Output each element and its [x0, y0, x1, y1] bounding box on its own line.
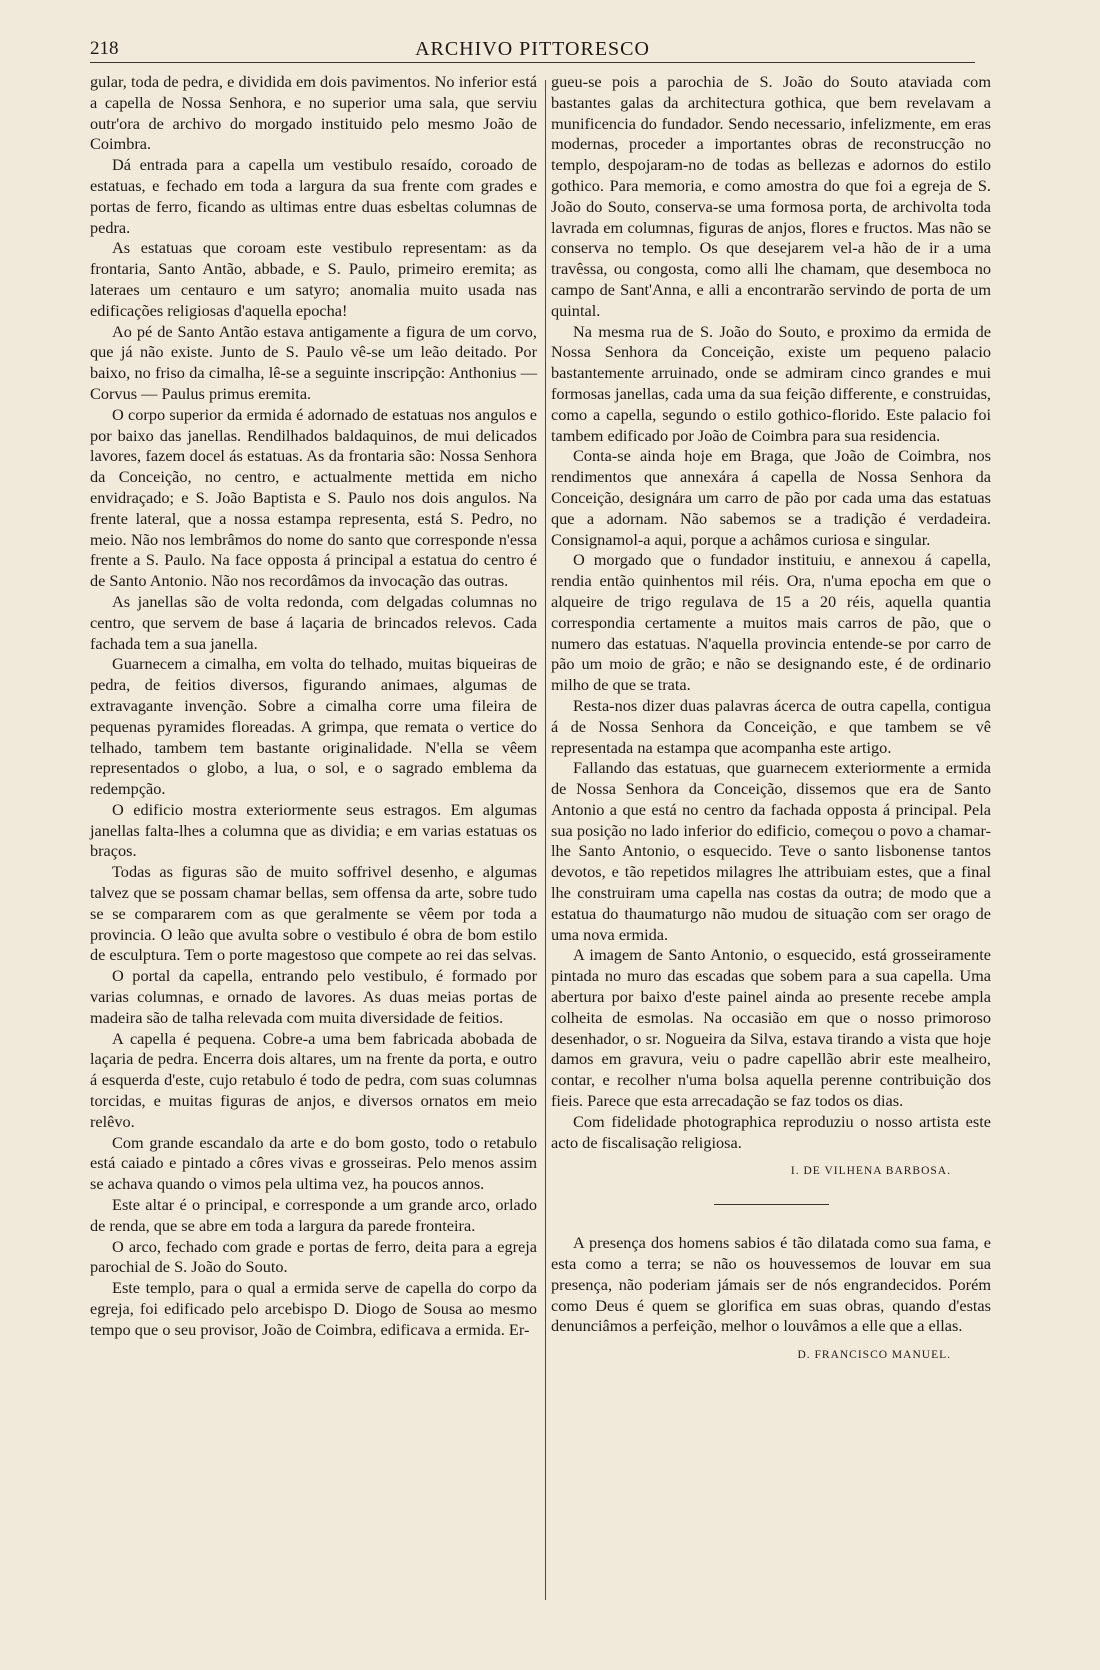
paragraph: Este templo, para o qual a ermida serve de capella do corpo da egreja, foi edificado pelo arcebispo D. Diogo de Sousa ao mesmo tempo que o seu provisor, João de Coimbra, edificava a ermida. Er-	[90, 1278, 537, 1339]
paragraph: gueu-se pois a parochia de S. João do Souto ataviada com bastantes galas da architectura gothica, que bem revelavam a munificencia do fundador. Sendo necessario, infelizmente, em eras modernas, proceder a importantes obras de reconstrucção no templo, despojaram-no de todas as bellezas e adornos do estilo gothico. Para memoria, e como amostra do que foi a egreja de S. João do Souto, conserva-se uma formosa porta, de archivolta toda lavrada em columnas, figuras de anjos, flores e fructos. Mas não se conserva no templo. Os que desejarem vel-a hão de ir a uma travêssa, ou congosta, como alli lhe chamam, que desemboca no campo de Sant'Anna, e alli a encontrarão servindo de porta de um quintal.	[551, 72, 991, 320]
quote-block	[551, 1233, 991, 1366]
paragraph: Com grande escandalo da arte e do bom gosto, todo o retabulo está caiado e pintado a côres vivas e grosseiras. Pelo menos assim se achava quando o vimos pela ultima vez, ha poucos annos.	[90, 1132, 537, 1194]
paragraph: O corpo superior da ermida é adornado de estatuas nos angulos e por baixo das janellas. Rendilhados baldaquinos, de mui delicados lavores, fazem docel ás estatuas. As da frontaria são: Nossa Senhora da Conceição, no centro, e actualmente mettida em nicho envidraçado; e S. João Baptista e S. Paulo nos dois angulos. Na frente lateral, que a nossa estampa representa, está S. Pedro, no meio. Não nos lembrâmos do nome do santo que corresponde n'essa frente a S. Paulo. Na face opposta á principal a estatua do centro é de Santo Antonio. Não nos recordâmos da invocação das outras.	[90, 404, 537, 591]
header-rule	[90, 62, 975, 63]
paragraph: As estatuas que coroam este vestibulo representam: as da frontaria, Santo Antão, abbade, e S. Paulo, primeiro eremita; as lateraes um centauro e um satyro; anomalia muito usada nas edificações religiosas d'aquella epocha!	[90, 238, 537, 320]
paragraph: Fallando das estatuas, que guarnecem exteriormente a ermida de Nossa Senhora da Conceição, dissemos que era de Santo Antonio a que está no centro da fachada opposta á principal. Pela sua posição no lado inferior do edificio, começou o povo a chamar-lhe Santo Antonio, o esquecido. Teve o santo lisbonense tantos devotos, e tão repetidos milagres lhe attribuiam estes, que a final lhe construiram uma capella nas costas da outra; de modo que a estatua do thaumaturgo não mudou de situação com ser orago de uma nova ermida.	[551, 758, 991, 944]
paragraph: O morgado que o fundador instituiu, e annexou á capella, rendia então quinhentos mil réis. Ora, n'uma epocha em que o alqueire de trigo regulava de 15 a 20 réis, aquella quantia correspondia certamente a muitos mais carros de pão, que o numero das estatuas. N'aquella provincia entende-se por carro de pão um moio de grão; e não se designando este, é de ordinario milho de que se trata.	[551, 550, 991, 695]
page-number: 218	[90, 38, 119, 59]
paragraph: Ao pé de Santo Antão estava antigamente a figura de um corvo, que já não existe. Junto de S. Paulo vê-se um leão deitado. Por baixo, no friso da cimalha, lê-se a seguinte inscripção: Anthonius — Corvus — Paulus primus eremita.	[90, 321, 537, 403]
paragraph: O edificio mostra exteriormente seus estragos. Em algumas janellas falta-lhes a columna que as dividia; e em varias estatuas os braços.	[90, 799, 537, 861]
paragraph: O arco, fechado com grade e portas de ferro, deita para a egreja parochial de S. João do Souto.	[90, 1236, 537, 1277]
paragraph: Resta-nos dizer duas palavras ácerca de outra capella, contigua á de Nossa Senhora da Conceição, e que tambem se vê representada na estampa que acompanha este artigo.	[551, 695, 991, 757]
paragraph: Na mesma rua de S. João do Souto, e proximo da ermida de Nossa Senhora da Conceição, existe um pequeno palacio bastantemente arruinado, onde se admiram cinco grandes e mui formosas janellas, cada uma da sua feição differente, e construidas, como a capella, segundo o estilo gothico-florido. Este palacio foi tambem edificado por João de Coimbra para sua residencia.	[551, 321, 991, 445]
running-title: ARCHIVO PITTORESCO	[415, 38, 650, 60]
paragraph: Com fidelidade photographica reproduziu o nosso artista este acto de fiscalisação religiosa.	[551, 1111, 991, 1152]
paragraph: gular, toda de pedra, e dividida em dois pavimentos. No inferior está a capella de Nossa Senhora, e no superior uma sala, que serviu outr'ora de archivo do morgado instituido pelo mesmo João de Coimbra.	[90, 72, 537, 154]
paragraph: Todas as figuras são de muito soffrivel desenho, e algumas talvez que se possam chamar bellas, sem offensa da arte, sobre tudo se se compararem com as que geralmente se vêem por toda a provincia. O leão que avulta sobre o vestibulo é obra de bom estilo de esculptura. Tem o porte magestoso que compete ao rei das selvas.	[90, 862, 537, 965]
paragraph: Dá entrada para a capella um vestibulo resaído, coroado de estatuas, e fechado em toda a largura da sua frente com grades e portas de ferro, ficando as ultimas entre duas esbeltas columnas de pedra.	[90, 155, 537, 237]
column-divider	[545, 80, 546, 1600]
paragraph: Este altar é o principal, e corresponde a um grande arco, orlado de renda, que se abre em toda a largura da parede fronteira.	[90, 1195, 537, 1235]
paragraph: O portal da capella, entrando pelo vestibulo, é formado por varias columnas, e ornado de lavores. As duas meias portas de madeira são de talha relevada com muita diversidade de feitios.	[90, 966, 537, 1027]
section-separator	[714, 1204, 829, 1205]
right-column	[551, 72, 991, 1366]
paragraph: Conta-se ainda hoje em Braga, que João de Coimbra, nos rendimentos que annexára á capella de Nossa Senhora da Conceição, designára um carro de pão por cada uma das estatuas que a adornam. Não sabemos se a tradição é verdadeira. Consignamol-a aqui, porque a achâmos curiosa e singular.	[551, 446, 991, 549]
quote-author: D. FRANCISCO MANUEL.	[797, 1349, 951, 1362]
paragraph: A capella é pequena. Cobre-a uma bem fabricada abobada de laçaria de pedra. Encerra dois altares, um na frente da porta, e outro á esquerda d'este, cujo retabulo é todo de pedra, com suas columnas torcidas, e muitas figuras de anjos, e diversos ornatos em meio relêvo.	[90, 1028, 537, 1131]
quote-text: A presença dos homens sabios é tão dilatada como sua fama, e esta como a terra; se não os houvessemos de louvar em sua presença, não poderiam jámais ser de nós engrandecidos. Porém como Deus é quem se glorifica em suas obras, quando d'estas denunciâmos a perfeição, melhor o louvâmos a elle que a ellas.	[551, 1233, 991, 1336]
paragraph: Guarnecem a cimalha, em volta do telhado, muitas biqueiras de pedra, de feitios diversos, figurando animaes, algumas de extravagante invenção. Sobre a cimalha corre uma fileira de pequenas pyramides floreadas. A grimpa, que remata o vertice do telhado, tambem tem bastante originalidade. N'ella se vêem representados o globo, a lua, o sol, e o sagrado emblema da redempção.	[90, 654, 537, 799]
left-column	[90, 72, 537, 1341]
article-signature: I. DE VILHENA BARBOSA.	[790, 1165, 951, 1178]
paragraph: As janellas são de volta redonda, com delgadas columnas no centro, que servem de base á laçaria de brincados relevos. Cada fachada tem a sua janella.	[90, 591, 537, 653]
paragraph: A imagem de Santo Antonio, o esquecido, está grosseiramente pintada no muro das escadas que sobem para a sua capella. Uma abertura por baixo d'este painel ainda ao presente recebe ampla colheita de esmolas. Na occasião em que o nosso primoroso desenhador, o sr. Nogueira da Silva, estava tirando a vista que hoje damos em gravura, veiu o padre capellão abrir este mealheiro, contar, e recolher n'uma bolsa aquella perenne contribuição dos fieis. Parece que esta arrecadação se faz todos os dias.	[551, 945, 991, 1111]
